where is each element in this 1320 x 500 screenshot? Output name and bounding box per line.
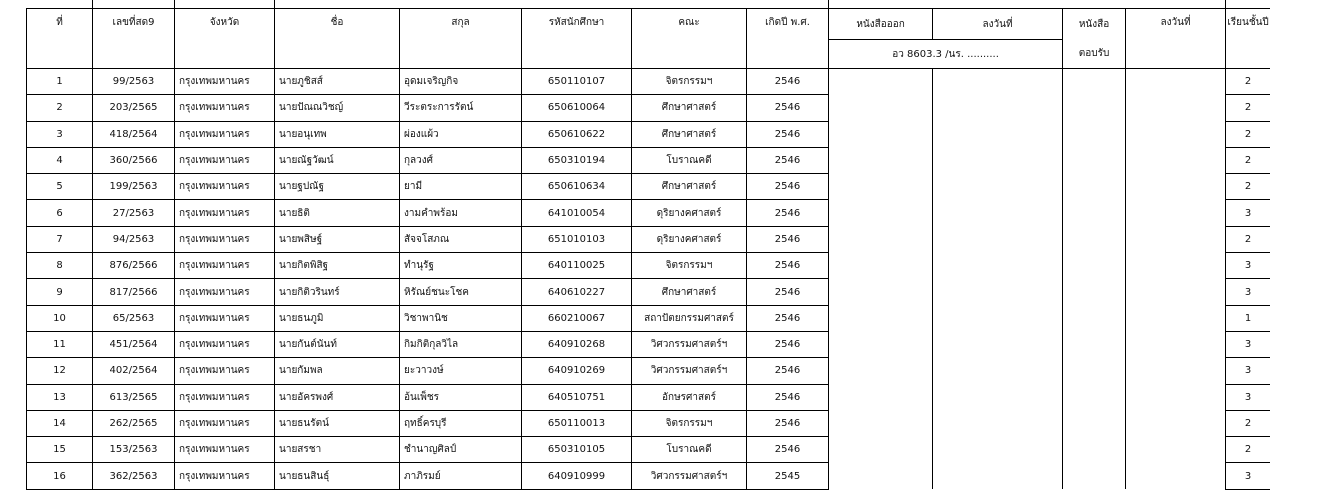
date-2-cell [1126, 305, 1226, 331]
reply-letter-cell [1063, 253, 1126, 279]
date-1-cell [933, 253, 1063, 279]
case-number-cell: 613/2565 [93, 384, 175, 410]
table-row [27, 463, 1271, 489]
year-level-cell: 3 [1226, 200, 1270, 226]
top-strip-row [27, 0, 1271, 9]
date-1-cell [933, 147, 1063, 173]
last-name-cell: วีระตระการรัตน์ [400, 95, 522, 121]
date-1-cell [933, 437, 1063, 463]
col-header-reply-letter [1063, 9, 1126, 69]
year-level-cell: 3 [1226, 253, 1270, 279]
table-row [27, 69, 1271, 95]
year-level-cell: 2 [1226, 226, 1270, 252]
date-2-cell [1126, 410, 1226, 436]
table-row [27, 253, 1271, 279]
col-header-faculty: คณะ [632, 9, 747, 69]
student-id-cell: 650110107 [522, 69, 632, 95]
birth-year-cell: 2546 [747, 331, 829, 357]
col-header-province: จังหวัด [175, 9, 275, 69]
date-1-cell [933, 305, 1063, 331]
birth-year-cell: 2546 [747, 174, 829, 200]
first-name-cell: นายปัณณวิชญ์ [275, 95, 400, 121]
date-2-cell [1126, 279, 1226, 305]
date-2-cell [1126, 174, 1226, 200]
row-number-cell: 12 [27, 358, 93, 384]
province-cell: กรุงเทพมหานคร [175, 226, 275, 252]
faculty-cell: จิตรกรรมฯ [632, 410, 747, 436]
birth-year-cell: 2546 [747, 437, 829, 463]
date-2-cell [1126, 331, 1226, 357]
student-id-cell: 640910999 [522, 463, 632, 489]
table-row [27, 226, 1271, 252]
student-id-cell: 641010054 [522, 200, 632, 226]
faculty-cell: ศึกษาศาสตร์ [632, 121, 747, 147]
reply-letter-cell [1063, 69, 1126, 95]
faculty-cell: ดุริยางคศาสตร์ [632, 200, 747, 226]
table-row [27, 279, 1271, 305]
date-2-cell [1126, 200, 1226, 226]
first-name-cell: นายอนุเทพ [275, 121, 400, 147]
letter-out-cell [829, 69, 933, 95]
header-row [27, 9, 1271, 40]
province-cell: กรุงเทพมหานคร [175, 384, 275, 410]
first-name-cell: นายกิตพิสิฐ [275, 253, 400, 279]
date-1-cell [933, 331, 1063, 357]
date-2-cell [1126, 253, 1226, 279]
case-number-cell: 451/2564 [93, 331, 175, 357]
case-number-cell: 199/2563 [93, 174, 175, 200]
last-name-cell: กุลวงศ์ [400, 147, 522, 173]
last-name-cell: วิชาพานิช [400, 305, 522, 331]
col-header-case-no: เลขที่สด9 [93, 9, 175, 69]
date-1-cell [933, 410, 1063, 436]
case-number-cell: 817/2566 [93, 279, 175, 305]
province-cell: กรุงเทพมหานคร [175, 174, 275, 200]
last-name-cell: ฤทธิ์ครบุรี [400, 410, 522, 436]
first-name-cell: นายกันต์นันท์ [275, 331, 400, 357]
date-1-cell [933, 358, 1063, 384]
col-header-date-2: ลงวันที่ [1126, 9, 1226, 69]
province-cell: กรุงเทพมหานคร [175, 95, 275, 121]
col-header-no: ที่ [27, 9, 93, 69]
row-number-cell: 11 [27, 331, 93, 357]
reply-letter-cell [1063, 95, 1126, 121]
birth-year-cell: 2546 [747, 226, 829, 252]
letter-out-cell [829, 279, 933, 305]
year-level-cell: 2 [1226, 174, 1270, 200]
col-header-letter-out: หนังสือออก [829, 9, 933, 40]
row-number-cell: 6 [27, 200, 93, 226]
faculty-cell: ศึกษาศาสตร์ [632, 95, 747, 121]
letter-out-cell [829, 174, 933, 200]
reply-letter-cell [1063, 147, 1126, 173]
case-number-cell: 418/2564 [93, 121, 175, 147]
faculty-cell: โบราณคดี [632, 147, 747, 173]
row-number-cell: 5 [27, 174, 93, 200]
birth-year-cell: 2546 [747, 95, 829, 121]
date-1-cell [933, 200, 1063, 226]
case-number-cell: 27/2563 [93, 200, 175, 226]
faculty-cell: จิตรกรรมฯ [632, 69, 747, 95]
reply-letter-cell [1063, 358, 1126, 384]
year-level-cell: 3 [1226, 384, 1270, 410]
reply-letter-cell [1063, 305, 1126, 331]
date-1-cell [933, 279, 1063, 305]
year-level-cell: 2 [1226, 121, 1270, 147]
table-row [27, 200, 1271, 226]
student-id-cell: 651010103 [522, 226, 632, 252]
first-name-cell: นายภูชิสส์ [275, 69, 400, 95]
faculty-cell: ศึกษาศาสตร์ [632, 174, 747, 200]
year-level-cell: 3 [1226, 358, 1270, 384]
year-level-cell: 1 [1226, 305, 1270, 331]
first-name-cell: นายณัฐวัฒน์ [275, 147, 400, 173]
birth-year-cell: 2546 [747, 358, 829, 384]
col-header-first-name: ชื่อ [275, 9, 400, 69]
roster-body [27, 69, 1271, 490]
table-row [27, 384, 1271, 410]
birth-year-cell: 2546 [747, 200, 829, 226]
reply-letter-cell [1063, 410, 1126, 436]
last-name-cell: อ้นเพ็ชร [400, 384, 522, 410]
student-roster-table [26, 0, 1270, 490]
table-row [27, 95, 1271, 121]
first-name-cell: นายธนภูมิ [275, 305, 400, 331]
date-2-cell [1126, 463, 1226, 489]
case-number-cell: 99/2563 [93, 69, 175, 95]
letter-out-cell [829, 226, 933, 252]
date-2-cell [1126, 437, 1226, 463]
reply-letter-cell [1063, 279, 1126, 305]
date-1-cell [933, 69, 1063, 95]
birth-year-cell: 2546 [747, 69, 829, 95]
student-id-cell: 640610227 [522, 279, 632, 305]
case-number-cell: 402/2564 [93, 358, 175, 384]
last-name-cell: ทำนุรัฐ [400, 253, 522, 279]
letter-out-cell [829, 437, 933, 463]
letter-out-cell [829, 147, 933, 173]
letter-ref-number: อว 8603.3 /นร. .......... [829, 40, 1063, 69]
case-number-cell: 362/2563 [93, 463, 175, 489]
student-id-cell: 650110013 [522, 410, 632, 436]
row-number-cell: 3 [27, 121, 93, 147]
province-cell: กรุงเทพมหานคร [175, 358, 275, 384]
year-level-cell: 2 [1226, 410, 1270, 436]
table-row [27, 121, 1271, 147]
date-1-cell [933, 95, 1063, 121]
province-cell: กรุงเทพมหานคร [175, 331, 275, 357]
date-2-cell [1126, 226, 1226, 252]
student-id-cell: 650310194 [522, 147, 632, 173]
last-name-cell: ภาภิรมย์ [400, 463, 522, 489]
date-1-cell [933, 384, 1063, 410]
province-cell: กรุงเทพมหานคร [175, 410, 275, 436]
row-number-cell: 1 [27, 69, 93, 95]
first-name-cell: นายธนรัตน์ [275, 410, 400, 436]
date-2-cell [1126, 69, 1226, 95]
row-number-cell: 16 [27, 463, 93, 489]
date-1-cell [933, 174, 1063, 200]
province-cell: กรุงเทพมหานคร [175, 200, 275, 226]
table-row [27, 358, 1271, 384]
first-name-cell: นายธิติ [275, 200, 400, 226]
row-number-cell: 9 [27, 279, 93, 305]
letter-out-cell [829, 121, 933, 147]
birth-year-cell: 2546 [747, 253, 829, 279]
letter-out-cell [829, 384, 933, 410]
letter-out-cell [829, 200, 933, 226]
last-name-cell: ยะวาวงษ์ [400, 358, 522, 384]
row-number-cell: 15 [27, 437, 93, 463]
letter-out-cell [829, 253, 933, 279]
province-cell: กรุงเทพมหานคร [175, 463, 275, 489]
table-row [27, 410, 1271, 436]
year-level-cell: 3 [1226, 463, 1270, 489]
birth-year-cell: 2546 [747, 121, 829, 147]
birth-year-cell: 2545 [747, 463, 829, 489]
year-level-cell: 2 [1226, 69, 1270, 95]
case-number-cell: 153/2563 [93, 437, 175, 463]
reply-letter-cell [1063, 174, 1126, 200]
faculty-cell: วิศวกรรมศาสตร์ฯ [632, 463, 747, 489]
birth-year-cell: 2546 [747, 410, 829, 436]
col-header-date-1: ลงวันที่ [933, 9, 1063, 40]
case-number-cell: 203/2565 [93, 95, 175, 121]
reply-letter-cell [1063, 437, 1126, 463]
birth-year-cell: 2546 [747, 305, 829, 331]
case-number-cell: 360/2566 [93, 147, 175, 173]
reply-letter-cell [1063, 463, 1126, 489]
table-row [27, 305, 1271, 331]
row-number-cell: 14 [27, 410, 93, 436]
birth-year-cell: 2546 [747, 279, 829, 305]
faculty-cell: จิตรกรรมฯ [632, 253, 747, 279]
reply-letter-cell [1063, 226, 1126, 252]
letter-out-cell [829, 305, 933, 331]
last-name-cell: สัจจโสภณ [400, 226, 522, 252]
date-2-cell [1126, 384, 1226, 410]
student-id-cell: 650610622 [522, 121, 632, 147]
province-cell: กรุงเทพมหานคร [175, 305, 275, 331]
student-id-cell: 640510751 [522, 384, 632, 410]
province-cell: กรุงเทพมหานคร [175, 253, 275, 279]
faculty-cell: สถาปัตยกรรมศาสตร์ [632, 305, 747, 331]
date-1-cell [933, 463, 1063, 489]
table-row [27, 174, 1271, 200]
faculty-cell: วิศวกรรมศาสตร์ฯ [632, 331, 747, 357]
faculty-cell: วิศวกรรมศาสตร์ฯ [632, 358, 747, 384]
birth-year-cell: 2546 [747, 147, 829, 173]
birth-year-cell: 2546 [747, 384, 829, 410]
col-header-year-level: เรียนชั้นปี [1226, 9, 1270, 69]
student-id-cell: 650610634 [522, 174, 632, 200]
last-name-cell: ผ่องแผ้ว [400, 121, 522, 147]
faculty-cell: ศึกษาศาสตร์ [632, 279, 747, 305]
col-header-last-name: สกุล [400, 9, 522, 69]
last-name-cell: กิมกิติกุลวิไล [400, 331, 522, 357]
reply-letter-cell [1063, 121, 1126, 147]
date-1-cell [933, 226, 1063, 252]
year-level-cell: 2 [1226, 147, 1270, 173]
faculty-cell: อักษรศาสตร์ [632, 384, 747, 410]
col-header-student-id: รหัสนักศึกษา [522, 9, 632, 69]
last-name-cell: ชำนาญศิลป์ [400, 437, 522, 463]
student-id-cell: 650610064 [522, 95, 632, 121]
year-level-cell: 2 [1226, 95, 1270, 121]
first-name-cell: นายสรชา [275, 437, 400, 463]
first-name-cell: นายอัครพงศ์ [275, 384, 400, 410]
first-name-cell: นายธนสินธุ์ [275, 463, 400, 489]
letter-out-cell [829, 463, 933, 489]
row-number-cell: 7 [27, 226, 93, 252]
reply-letter-cell [1063, 200, 1126, 226]
student-id-cell: 650310105 [522, 437, 632, 463]
table-row [27, 437, 1271, 463]
province-cell: กรุงเทพมหานคร [175, 437, 275, 463]
first-name-cell: นายกิติวรินทร์ [275, 279, 400, 305]
province-cell: กรุงเทพมหานคร [175, 69, 275, 95]
faculty-cell: ดุริยางคศาสตร์ [632, 226, 747, 252]
case-number-cell: 65/2563 [93, 305, 175, 331]
date-2-cell [1126, 147, 1226, 173]
last-name-cell: ยามี [400, 174, 522, 200]
date-2-cell [1126, 358, 1226, 384]
case-number-cell: 94/2563 [93, 226, 175, 252]
col-header-birth-year: เกิดปี พ.ศ. [747, 9, 829, 69]
student-id-cell: 660210067 [522, 305, 632, 331]
last-name-cell: หิรัณย์ชนะโชค [400, 279, 522, 305]
first-name-cell: นายพสิษฐ์ [275, 226, 400, 252]
date-2-cell [1126, 95, 1226, 121]
student-id-cell: 640910268 [522, 331, 632, 357]
letter-out-cell [829, 410, 933, 436]
reply-letter-line-1: หนังสือ [1078, 18, 1110, 30]
row-number-cell: 2 [27, 95, 93, 121]
year-level-cell: 3 [1226, 279, 1270, 305]
letter-out-cell [829, 331, 933, 357]
province-cell: กรุงเทพมหานคร [175, 279, 275, 305]
province-cell: กรุงเทพมหานคร [175, 121, 275, 147]
case-number-cell: 876/2566 [93, 253, 175, 279]
date-1-cell [933, 121, 1063, 147]
table-row [27, 147, 1271, 173]
year-level-cell: 2 [1226, 437, 1270, 463]
letter-out-cell [829, 358, 933, 384]
student-roster-sheet [26, 0, 1270, 500]
student-id-cell: 640110025 [522, 253, 632, 279]
row-number-cell: 10 [27, 305, 93, 331]
row-number-cell: 4 [27, 147, 93, 173]
first-name-cell: นายกัมพล [275, 358, 400, 384]
reply-letter-cell [1063, 384, 1126, 410]
reply-letter-line-2: ตอบรับ [1078, 47, 1110, 59]
province-cell: กรุงเทพมหานคร [175, 147, 275, 173]
date-2-cell [1126, 121, 1226, 147]
row-number-cell: 8 [27, 253, 93, 279]
last-name-cell: อุดมเจริญกิจ [400, 69, 522, 95]
reply-letter-cell [1063, 331, 1126, 357]
first-name-cell: นายฐปณัฐ [275, 174, 400, 200]
case-number-cell: 262/2565 [93, 410, 175, 436]
table-row [27, 331, 1271, 357]
faculty-cell: โบราณคดี [632, 437, 747, 463]
student-id-cell: 640910269 [522, 358, 632, 384]
last-name-cell: งามคำพร้อม [400, 200, 522, 226]
letter-out-cell [829, 95, 933, 121]
year-level-cell: 3 [1226, 331, 1270, 357]
row-number-cell: 13 [27, 384, 93, 410]
